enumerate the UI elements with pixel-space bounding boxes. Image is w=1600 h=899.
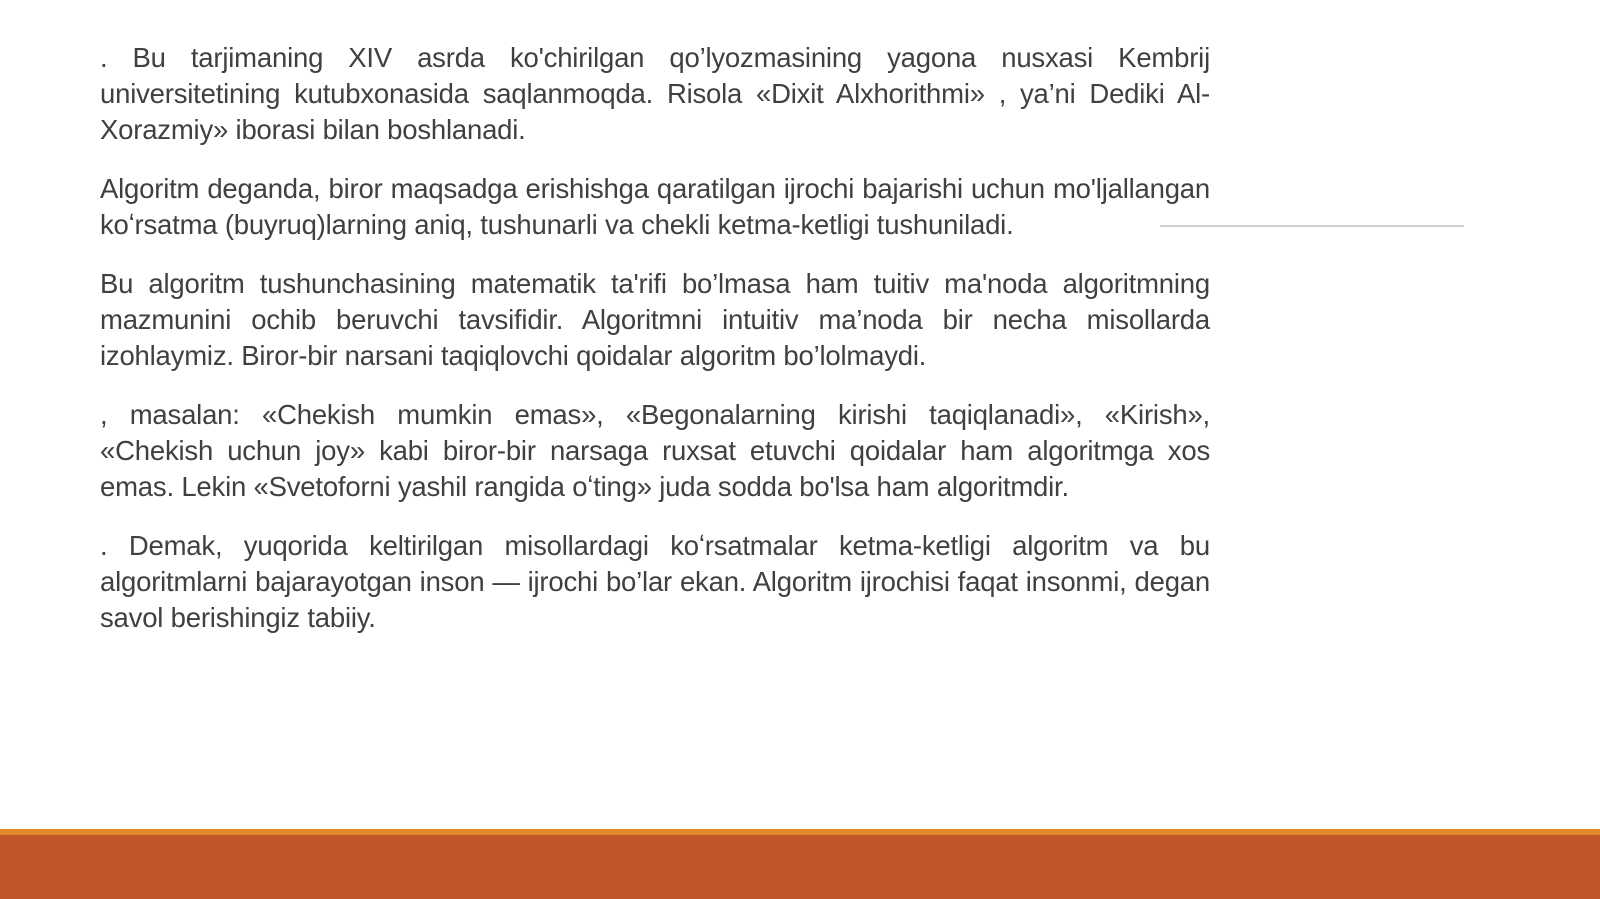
paragraph-examples: , masalan: «Chekish mumkin emas», «Begonalarning kirishi taqiqlanadi», «Kirish», «Chekish uchun joy» kabi biror-bir narsaga ruxsat etuvchi qoidalar ham algoritmga xos emas. Lekin «Svetoforni yashil rangida oʻting» juda sodda bo'lsa ham algoritmdir.: [100, 399, 1210, 502]
divider-line: [1160, 225, 1464, 227]
paragraph-intuitive-meaning: Bu algoritm tushunchasining matematik ta'rifi bo’lmasa ham tuitiv ma'noda algoritmning mazmunini ochib beruvchi tavsifidir. Algoritmni intuitiv ma’noda bir necha misollarda izohlaymiz. Biror-bir narsani taqiqlovchi qoidalar algoritm bo’lolmaydi.: [100, 268, 1210, 371]
paragraph-algorithm-definition: Algoritm deganda, biror maqsadga erishishga qaratilgan ijrochi bajarishi uchun mo'ljallangan koʻrsatma (buyruq)larning aniq, tushunarli va chekli ketma-ketligi tushuniladi.: [100, 173, 1210, 240]
footer-bar: [0, 829, 1600, 899]
slide-body-text: [100, 40, 1210, 659]
paragraph-conclusion: . Demak, yuqorida keltirilgan misollardagi koʻrsatmalar ketma-ketligi algoritm va bu algoritmlarni bajarayotgan inson — ijrochi bo’lar ekan. Algoritm ijrochisi faqat insonmi, degan savol berishingiz tabiiy.: [100, 530, 1210, 633]
paragraph-manuscript: . Bu tarjimaning XIV asrda ko'chirilgan qo’lyozmasining yagona nusxasi Kembrij universitetining kutubxonasida saqlanmoqda. Risola «Dixit Alxhorithmi» , ya’ni Dediki Al-Xorazmiy» iborasi bilan boshlanadi.: [100, 42, 1210, 145]
